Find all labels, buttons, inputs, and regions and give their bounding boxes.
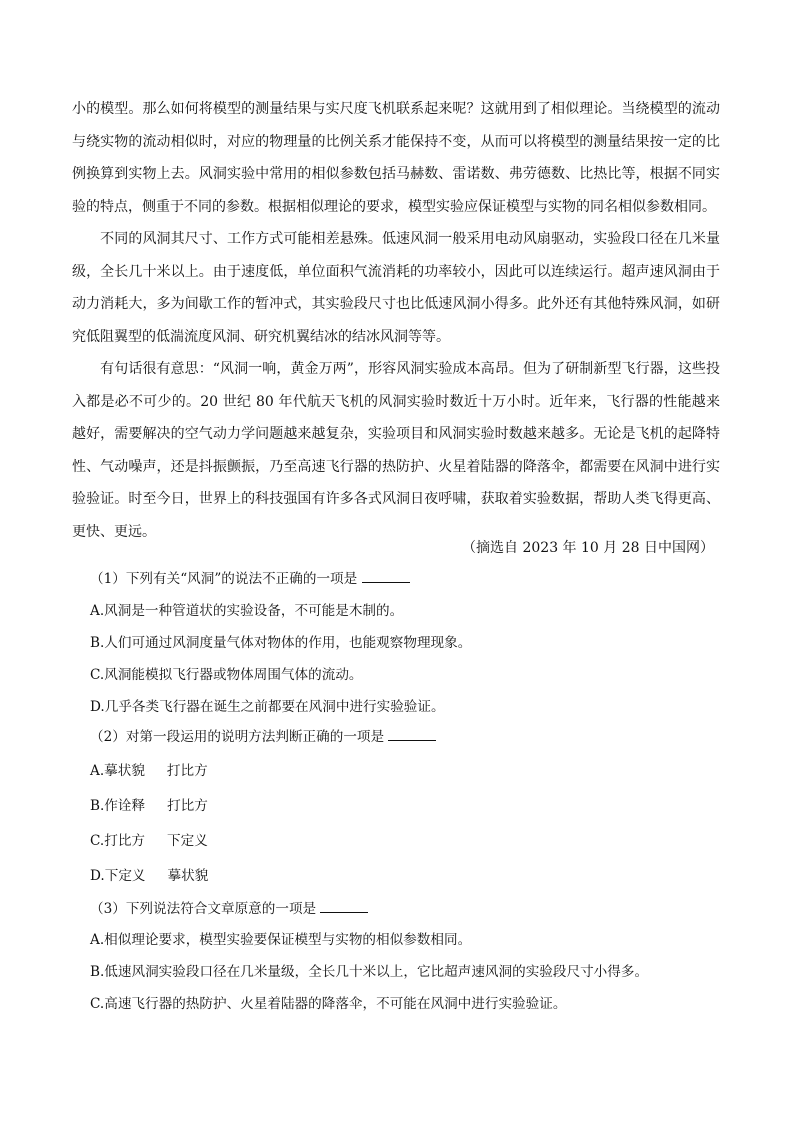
- question-2-option-c: [90, 830, 208, 852]
- option-b-second: 打比方: [167, 798, 208, 814]
- article-paragraph-1: 小的模型。那么如何将模型的测量结果与实尺度飞机联系起来呢？这就用到了相似理论。当绕模型的流动与绕实物的流动相似时，对应的物理量的比例关系才能保持不变，从而可以将模型的测量结果按一定的比例换算到实物上去。风洞实验中常用的相似参数包括马赫数、雷诺数、弗劳德数、比热比等，根据不同实验的特点，侧重于不同的参数。根据相似理论的要求，模型实验应保证模型与实物的同名相似参数相同。: [72, 101, 720, 215]
- option-a-first: A.摹状貌: [90, 763, 145, 779]
- option-d-second: 摹状貌: [167, 868, 209, 884]
- article-source: （摘选自 2023 年 10 月 28 日中国网）: [462, 540, 714, 556]
- question-1-text: （1）下列有关“风洞”的说法不正确的一项是: [90, 571, 358, 587]
- question-3-stem: [90, 898, 368, 920]
- question-3-option-a: A.相似理论要求，模型实验要保证模型与实物的相似参数相同。: [90, 932, 472, 948]
- answer-blank-1[interactable]: [362, 570, 410, 583]
- question-1-option-a: A.风洞是一种管道状的实验设备，不可能是木制的。: [90, 603, 404, 619]
- question-2-text: （2）对第一段运用的说明方法判断正确的一项是: [90, 729, 385, 745]
- option-b-first: B.作诠释: [90, 798, 146, 814]
- question-1-option-c: C.风洞能模拟飞行器或物体周围气体的流动。: [90, 667, 363, 683]
- article-paragraph-3: 有句话很有意思：“风洞一响，黄金万两”，形容风洞实验成本高昂。但为了研制新型飞行器，这些投入都是必不可少的。20 世纪 80 年代航天飞机的风洞实验时数近十万小时。近年来，飞行器的性能越来越好，需要解决的空气动力学问题越来越复杂，实验项目和风洞实验时数越来越多。无论是飞机的起降特性、气动噪声，还是抖振颤振，乃至高速飞行器的热防护、火星着陆器的降落伞，都需要在风洞中进行实验验证。时至今日，世界上的科技强国有许多各式风洞日夜呼啸，获取着实验数据，帮助人类飞得更高、更快、更远。: [72, 361, 720, 540]
- question-3-text: （3）下列说法符合文章原意的一项是: [90, 901, 317, 917]
- question-3-option-c: C.高速飞行器的热防护、火星着陆器的降落伞，不可能在风洞中进行实验验证。: [90, 996, 567, 1012]
- answer-blank-3[interactable]: [320, 900, 368, 913]
- answer-blank-2[interactable]: [388, 728, 436, 741]
- option-c-first: C.打比方: [90, 833, 146, 849]
- question-1-stem: [90, 568, 410, 590]
- question-2-stem: [90, 726, 436, 748]
- question-2-option-a: [90, 760, 208, 782]
- question-2-option-d: [90, 865, 208, 887]
- question-1-option-d: D.几乎各类飞行器在诞生之前都要在风洞中进行实验验证。: [90, 699, 445, 715]
- question-1-option-b: B.人们可通过风洞度量气体对物体的作用，也能观察物理现象。: [90, 635, 472, 651]
- option-c-second: 下定义: [167, 833, 208, 849]
- question-2-option-b: [90, 795, 208, 817]
- option-d-first: D.下定义: [90, 868, 146, 884]
- option-a-second: 打比方: [166, 763, 208, 779]
- question-3-option-b: B.低速风洞实验段口径在几米量级，全长几十米以上，它比超声速风洞的实验段尺寸小得多。: [90, 964, 649, 980]
- article-paragraph-2: 不同的风洞其尺寸、工作方式可能相差悬殊。低速风洞一般采用电动风扇驱动，实验段口径在几米量级，全长几十米以上。由于速度低，单位面积气流消耗的功率较小，因此可以连续运行。超声速风洞由于动力消耗大，多为间歇工作的暂冲式，其实验段尺寸也比低速风洞小得多。此外还有其他特殊风洞，如研究低阻翼型的低湍流度风洞、研究机翼结冰的结冰风洞等等。: [72, 231, 720, 345]
